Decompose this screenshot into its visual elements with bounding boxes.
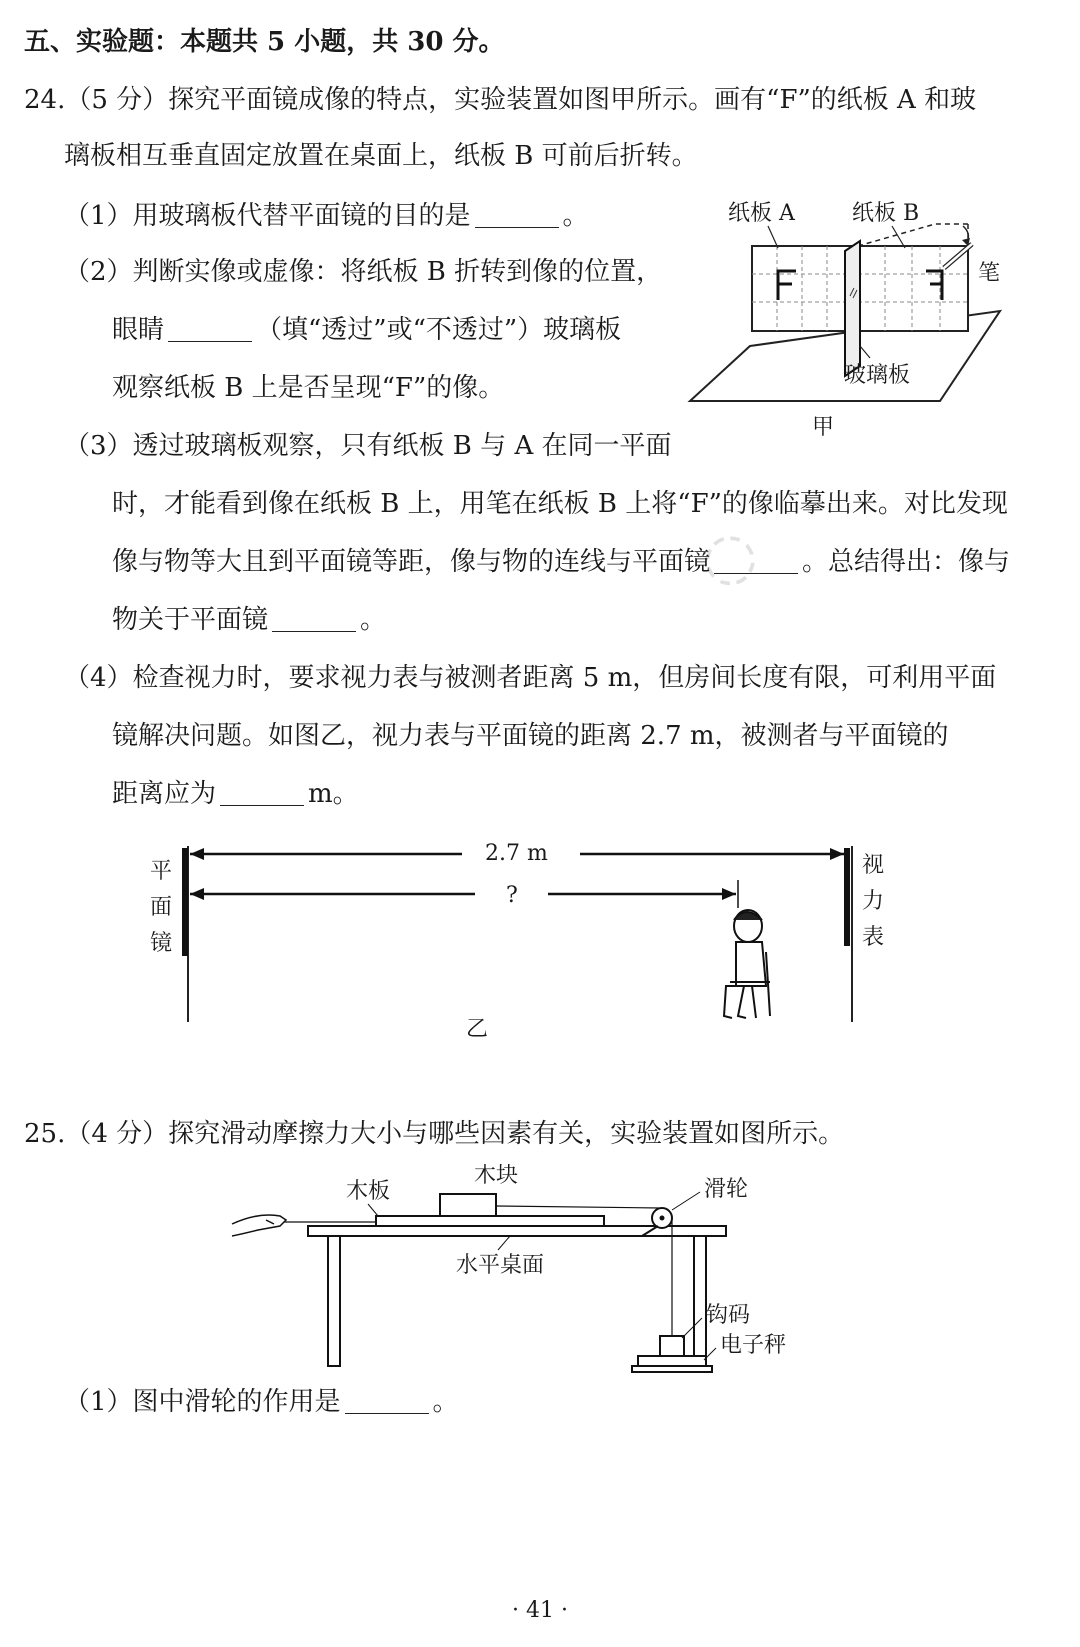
label-scale: 电子秤 [720, 1333, 787, 1358]
q25-part1-text: （1）图中滑轮的作用是 [64, 1387, 341, 1417]
q25-part1 [64, 1384, 459, 1420]
q24-part2-text-after: （填“透过”或“不透过”）玻璃板 [256, 315, 622, 345]
label-pen: 笔 [978, 261, 1001, 286]
caption-jia: 甲 [812, 415, 835, 440]
q24-part3-text: 物关于平面镜 [112, 605, 269, 635]
label-chart-1: 视 [862, 853, 885, 878]
table-leg-right [694, 1236, 706, 1366]
q24-part3-line4 [112, 602, 386, 638]
distance-label-bottom: ? [506, 883, 518, 908]
q24-part3-line3 [112, 544, 1010, 580]
wood-block [440, 1194, 496, 1216]
section-title: 五、实验题：本题共 5 小题，共 30 分。 [24, 27, 505, 57]
hand-icon [232, 1215, 286, 1236]
q24-part4-line2: 镜解决问题。如图乙，视力表与平面镜的距离 2.7 m，被测者与平面镜的 [112, 721, 949, 751]
label-chart-3: 表 [862, 925, 885, 950]
label-glass: 玻璃板 [844, 363, 911, 388]
figure-jia [680, 196, 1020, 456]
q24-part3-line2: 时，才能看到像在纸板 B 上，用笔在纸板 B 上将“F”的像临摹出来。对比发现 [112, 489, 1008, 519]
answer-blank[interactable] [714, 547, 798, 574]
distance-label-top: 2.7 m [485, 841, 548, 866]
answer-blank[interactable] [220, 779, 304, 806]
q24-part2-line2 [112, 312, 621, 348]
q24-part1-text: （1）用玻璃板代替平面镜的目的是 [64, 201, 471, 231]
q24-part2-text: 眼睛 [112, 315, 165, 345]
q25-stem: 25.（4 分）探究滑动摩擦力大小与哪些因素有关，实验装置如图所示。 [24, 1119, 845, 1149]
q24-part3-text: 像与物等大且到平面镜等距，像与物的连线与平面镜 [112, 547, 711, 577]
q24-part4-line3 [112, 776, 359, 812]
label-block: 木块 [474, 1164, 519, 1188]
answer-blank[interactable] [345, 1387, 429, 1414]
label-board-a: 纸板 A [728, 201, 795, 226]
q24-part2-line3: 观察纸板 B 上是否呈现“F”的像。 [112, 373, 505, 403]
q24-stem-line1: 24.（5 分）探究平面镜成像的特点，实验装置如图甲所示。画有“F”的纸板 A 和玻 [24, 85, 977, 115]
seated-person-icon [724, 910, 770, 1018]
string-top [496, 1206, 660, 1208]
answer-blank[interactable] [272, 605, 356, 632]
glass-plate [845, 241, 860, 376]
weight-icon [660, 1336, 684, 1356]
page-number: · 41 · [512, 1598, 568, 1623]
q24-part4-text: 距离应为 [112, 779, 217, 809]
q24-part1 [64, 198, 589, 234]
q24-part3-end: 。 [360, 605, 387, 635]
label-weight: 钩码 [706, 1303, 751, 1328]
label-table: 水平桌面 [456, 1253, 545, 1278]
label-mirror-2: 面 [150, 895, 173, 920]
q25-part1-end: 。 [432, 1387, 459, 1417]
q24-part1-end: 。 [562, 201, 589, 231]
label-pulley: 滑轮 [704, 1177, 749, 1202]
watermark-glyph: ◌ [685, 510, 771, 604]
board-b-folded-outline [858, 224, 968, 246]
q24-part3-line1: （3）透过玻璃板观察，只有纸板 B 与 A 在同一平面 [64, 431, 672, 461]
q24-part4-line1: （4）检查视力时，要求视力表与被测者距离 5 m，但房间长度有限，可利用平面 [64, 663, 997, 693]
label-mirror-1: 平 [150, 859, 173, 884]
caption-yi: 乙 [466, 1017, 489, 1042]
answer-blank[interactable] [475, 201, 559, 228]
q24-part4-unit: m。 [308, 779, 359, 809]
label-board: 木板 [346, 1179, 391, 1204]
electronic-scale-icon [638, 1356, 706, 1366]
answer-blank[interactable] [168, 315, 252, 342]
q24-part3-text-after: 。总结得出：像与 [802, 547, 1011, 577]
table-leg-left [328, 1236, 340, 1366]
label-chart-2: 力 [862, 889, 885, 914]
wood-board [376, 1216, 604, 1226]
q24-stem-line2: 璃板相互垂直固定放置在桌面上，纸板 B 可前后折转。 [64, 141, 698, 171]
label-mirror-3: 镜 [150, 931, 173, 956]
label-board-b: 纸板 B [852, 201, 920, 226]
q24-part2-line1: （2）判断实像或虚像：将纸板 B 折转到像的位置， [64, 257, 663, 287]
figure-yi [140, 836, 900, 1056]
